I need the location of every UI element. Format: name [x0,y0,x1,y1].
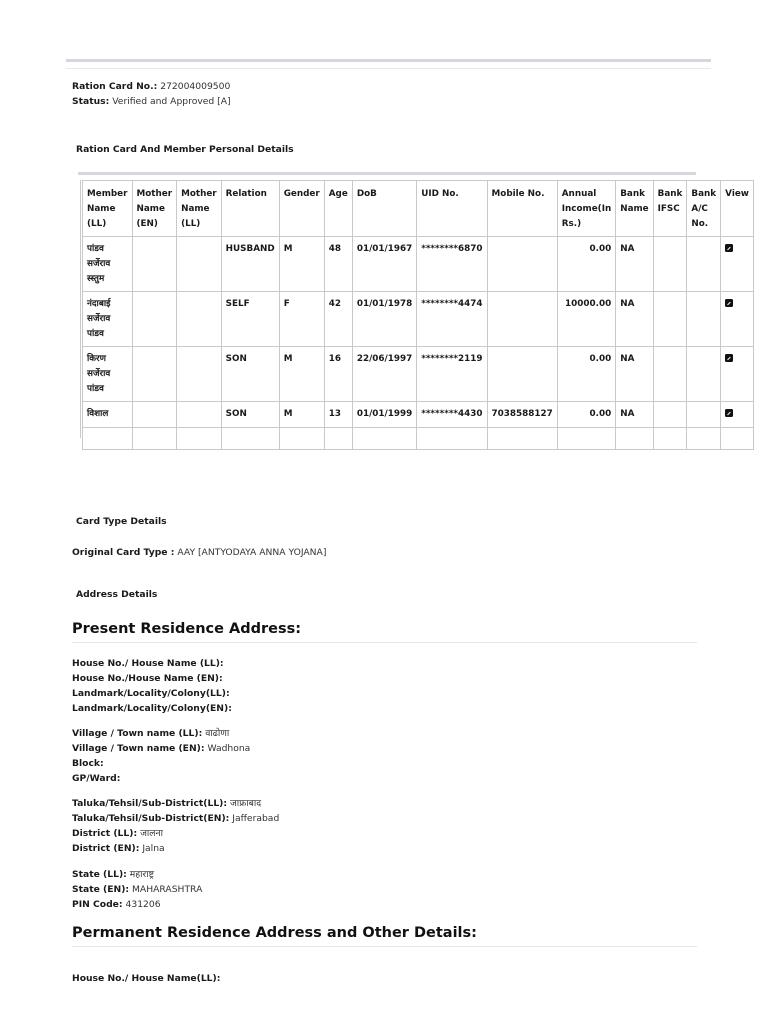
column-header: Relation [221,181,279,237]
present-heading-rule [72,642,697,643]
village-en: Village / Town name (EN): Wadhona [72,743,251,754]
dob: 01/01/1999 [352,402,416,428]
uid-no: ********4430 [417,402,487,428]
mobile-no [487,237,557,292]
annual-income: 10000.00 [557,292,615,347]
column-header: Gender [279,181,324,237]
table-row [83,292,754,347]
table-top-divider [78,172,696,175]
dob: 22/06/1997 [352,347,416,402]
column-header: Mother Name (LL) [177,181,222,237]
table-row-empty [83,428,754,450]
view-cell [721,347,754,402]
mother-name-ll [177,292,222,347]
members-table [82,180,754,450]
mobile-no [487,292,557,347]
member-name-ll: पांडव सर्जेराव स्स्तुम [83,237,133,292]
age: 48 [324,237,352,292]
mother-name-en [132,237,177,292]
bank-ifsc [653,237,687,292]
bank-ac-no [687,347,721,402]
column-header: DoB [352,181,416,237]
section-title-card-type: Card Type Details [76,516,167,527]
district-ll: District (LL): जालना [72,828,163,839]
original-card-type: Original Card Type : AAY [ANTYODAYA ANNA YOJANA] [72,547,327,558]
gp-ward: GP/Ward: [72,773,121,784]
gender: M [279,347,324,402]
table-row [83,402,754,428]
bank-name: NA [616,402,653,428]
ration-card-number: Ration Card No.: 272004009500 [72,81,231,92]
age: 13 [324,402,352,428]
edit-icon[interactable] [725,354,733,362]
relation: SELF [221,292,279,347]
column-header: Bank IFSC [653,181,687,237]
mobile-no: 7038588127 [487,402,557,428]
uid-no: ********4474 [417,292,487,347]
permanent-address-heading: Permanent Residence Address and Other Details: [72,925,477,941]
uid-no: ********2119 [417,347,487,402]
relation: SON [221,402,279,428]
annual-income: 0.00 [557,402,615,428]
mother-name-en [132,402,177,428]
village-ll: Village / Town name (LL): वाढोणा [72,728,230,739]
dob: 01/01/1967 [352,237,416,292]
bank-ac-no [687,402,721,428]
column-header: Annual Income(In Rs.) [557,181,615,237]
table-row [83,347,754,402]
column-header: Bank Name [616,181,653,237]
member-name-ll: विशाल [83,402,133,428]
mobile-no [487,347,557,402]
top-divider-secondary [66,68,711,69]
landmark-ll: Landmark/Locality/Colony(LL): [72,688,230,699]
table-row [83,237,754,292]
annual-income: 0.00 [557,347,615,402]
house-no-en: House No./House Name (EN): [72,673,223,684]
view-cell [721,237,754,292]
gender: F [279,292,324,347]
section-title-member-details: Ration Card And Member Personal Details [76,144,294,155]
member-name-ll: किरण सर्जेराव पांडव [83,347,133,402]
landmark-en: Landmark/Locality/Colony(EN): [72,703,232,714]
ration-card-status: Status: Verified and Approved [A] [72,96,231,107]
pin-code: PIN Code: 431206 [72,899,161,910]
table-left-border [80,180,81,438]
column-header: UID No. [417,181,487,237]
bank-ifsc [653,347,687,402]
gender: M [279,402,324,428]
section-title-address: Address Details [76,589,158,600]
age: 16 [324,347,352,402]
gender: M [279,237,324,292]
dob: 01/01/1978 [352,292,416,347]
edit-icon[interactable] [725,299,733,307]
column-header: Bank A/C No. [687,181,721,237]
relation: SON [221,347,279,402]
district-en: District (EN): Jalna [72,843,165,854]
uid-no: ********6870 [417,237,487,292]
top-divider [66,59,711,62]
view-cell [721,292,754,347]
taluka-en: Taluka/Tehsil/Sub-District(EN): Jafferabad [72,813,280,824]
state-en: State (EN): MAHARASHTRA [72,884,203,895]
bank-ac-no [687,292,721,347]
mother-name-ll [177,347,222,402]
edit-icon[interactable] [725,409,733,417]
column-header: Member Name (LL) [83,181,133,237]
mother-name-en [132,292,177,347]
mother-name-ll [177,237,222,292]
permanent-house-no-ll: House No./ House Name(LL): [72,973,221,984]
annual-income: 0.00 [557,237,615,292]
view-cell [721,402,754,428]
bank-name: NA [616,292,653,347]
column-header: Mother Name (EN) [132,181,177,237]
column-header: View [721,181,754,237]
mother-name-ll [177,402,222,428]
bank-ac-no [687,237,721,292]
bank-name: NA [616,237,653,292]
column-header: Mobile No. [487,181,557,237]
column-header: Age [324,181,352,237]
bank-ifsc [653,292,687,347]
permanent-heading-rule [72,946,697,947]
relation: HUSBAND [221,237,279,292]
present-address-heading: Present Residence Address: [72,621,302,637]
bank-name: NA [616,347,653,402]
member-name-ll: नंदाबाई सर्जेराव पांडव [83,292,133,347]
state-ll: State (LL): महाराष्ट्र [72,869,154,880]
mother-name-en [132,347,177,402]
taluka-ll: Taluka/Tehsil/Sub-District(LL): जाफ्राबाद [72,798,262,809]
house-no-ll: House No./ House Name (LL): [72,658,224,669]
bank-ifsc [653,402,687,428]
block: Block: [72,758,104,769]
members-table-header [83,181,754,237]
age: 42 [324,292,352,347]
edit-icon[interactable] [725,244,733,252]
